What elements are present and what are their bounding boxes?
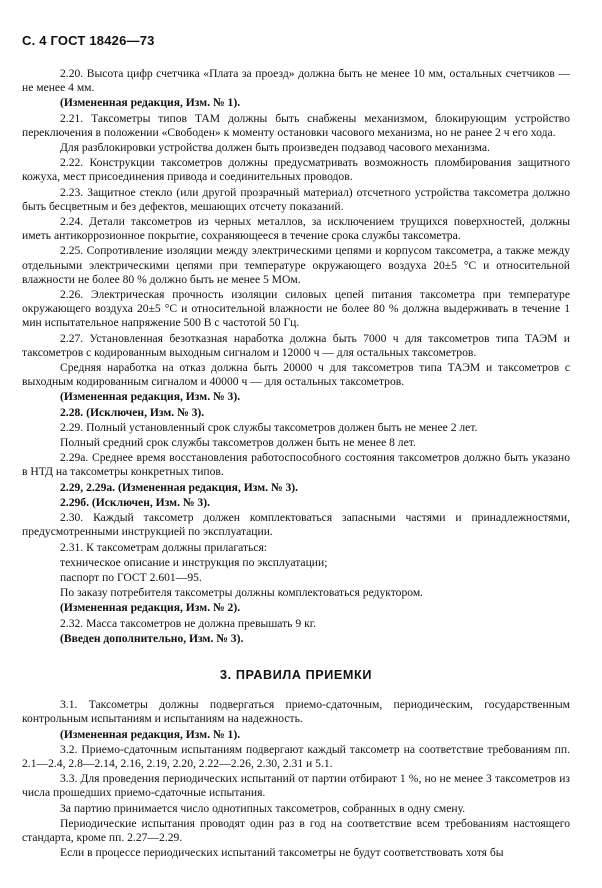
section-title: 3. ПРАВИЛА ПРИЕМКИ xyxy=(220,667,372,682)
amendment-note: (Введен дополнительно, Изм. № 3). xyxy=(60,631,244,645)
paragraph: 2.32. Масса таксометров не должна превышать 9 кг. xyxy=(60,616,317,630)
amendment-note: 2.28. (Исключен, Изм. № 3). xyxy=(60,405,205,419)
paragraph: 2.31. К таксометрам должны прилагаться: xyxy=(60,540,268,554)
paragraph: 2.22. Конструкции таксометров должны предусматривать возможность пломбирования защитного кожуха, мест присоединения привода и соединительных проводов. xyxy=(22,156,570,184)
section-2-continued xyxy=(22,67,570,646)
amendment-note: 2.29, 2.29а. (Измененная редакция, Изм. № 3). xyxy=(60,480,299,494)
paragraph: 2.21. Таксометры типов ТАМ должны быть снабжены механизмом, блокирующим устройство переключения в положении «Свободен» к моменту остановки часового механизма, но не ранее 2 ч его хода. xyxy=(22,111,570,139)
section-3 xyxy=(22,698,570,860)
paragraph: 3.1. Таксометры должны подвергаться приемо-сдаточным, периодическим, государственным контрольным испытаниям и испытаниям на надежность. xyxy=(22,698,570,726)
amendment-note: (Измененная редакция, Изм. № 2). xyxy=(60,601,241,615)
paragraph: Для разблокировки устройства должен быть произведен подзавод часового механизма. xyxy=(60,141,490,155)
paragraph: 2.30. Каждый таксометр должен комплектоваться запасными частями и принадлежностями, предусмотренными инструкцией по эксплуатации. xyxy=(22,511,570,539)
paragraph: 2.23. Защитное стекло (или другой прозрачный материал) отсчетного устройства таксометра должно быть бесцветным и без дефектов, мешающих отсчету показаний. xyxy=(22,185,570,213)
amendment-note: (Измененная редакция, Изм. № 1). xyxy=(60,96,241,110)
paragraph: 2.26. Электрическая прочность изоляции силовых цепей питания таксометра при температуре окружающего воздуха 20±5 °С и относительной влажности не более 80 % должна выдерживать в течение 1 мин испытательное напряжение 500 В с частотой 50 Гц. xyxy=(22,288,570,330)
paragraph: 3.3. Для проведения периодических испытаний от партии отбирают 1 %, но не менее 3 таксометров из числа прошедших приемо-сдаточные испытания. xyxy=(22,772,570,800)
paragraph: 2.29а. Среднее время восстановления работоспособного состояния таксометров должно быть указано в НТД на таксометры конкретных типов. xyxy=(22,451,570,479)
paragraph: паспорт по ГОСТ 2.601—95. xyxy=(60,570,202,584)
paragraph: Средняя наработка на отказ должна быть 20000 ч для таксометров типа ТАЭМ и таксометров с выходным кодированным сигналом и 40000 ч — для остальных таксометров. xyxy=(22,361,570,389)
amendment-note: (Измененная редакция, Изм. № 1). xyxy=(60,727,241,741)
paragraph: 2.24. Детали таксометров из черных металлов, за исключением трущихся поверхностей, должны иметь антикоррозионное покрытие, сохраняющееся в течение срока службы таксометра. xyxy=(22,215,570,243)
paragraph: техническое описание и инструкция по эксплуатации; xyxy=(60,555,328,569)
paragraph: Если в процессе периодических испытаний таксометры не будут соответствовать хотя бы xyxy=(60,846,504,860)
paragraph: 2.25. Сопротивление изоляции между электрическими цепями и корпусом таксометра, а также между отдельными электрическими цепями при температуре окружающего воздуха 20±5 °С и относительной влажности не более 80 % должно быть не менее 5 МОм. xyxy=(22,244,570,286)
paragraph: Полный средний срок службы таксометров должен быть не менее 8 лет. xyxy=(60,436,416,450)
paragraph: 2.29. Полный установленный срок службы таксометров должен быть не менее 2 лет. xyxy=(60,420,478,434)
paragraph: 2.27. Установленная безотказная наработка должна быть 7000 ч для таксометров типа ТАЭМ и таксометров с кодированным выходным сигналом и 12000 ч — для остальных таксометров. xyxy=(22,331,570,359)
paragraph: За партию принимается число однотипных таксометров, собранных в одну смену. xyxy=(60,801,466,815)
paragraph: 2.20. Высота цифр счетчика «Плата за проезд» должна быть не менее 10 мм, остальных счетчиков — не менее 4 мм. xyxy=(22,67,570,95)
document-body xyxy=(22,67,570,860)
paragraph: По заказу потребителя таксометры должны комплектоваться редуктором. xyxy=(60,586,424,600)
paragraph: 3.2. Приемо-сдаточным испытаниям подвергают каждый таксометр на соответствие требованиям пп. 2.1—2.4, 2.8—2.14, 2.16, 2.19, 2.20, 2.22—2.26, 2.30, 2.31 и 5.1. xyxy=(22,742,570,770)
page-header: С. 4 ГОСТ 18426—73 xyxy=(22,33,155,48)
amendment-note: (Измененная редакция, Изм. № 3). xyxy=(60,390,241,404)
paragraph: Периодические испытания проводят один раз в год на соответствие всем требованиям настоящего стандарта, кроме пп. 2.27—2.29. xyxy=(22,816,570,844)
amendment-note: 2.29б. (Исключен, Изм. № 3). xyxy=(60,495,210,509)
